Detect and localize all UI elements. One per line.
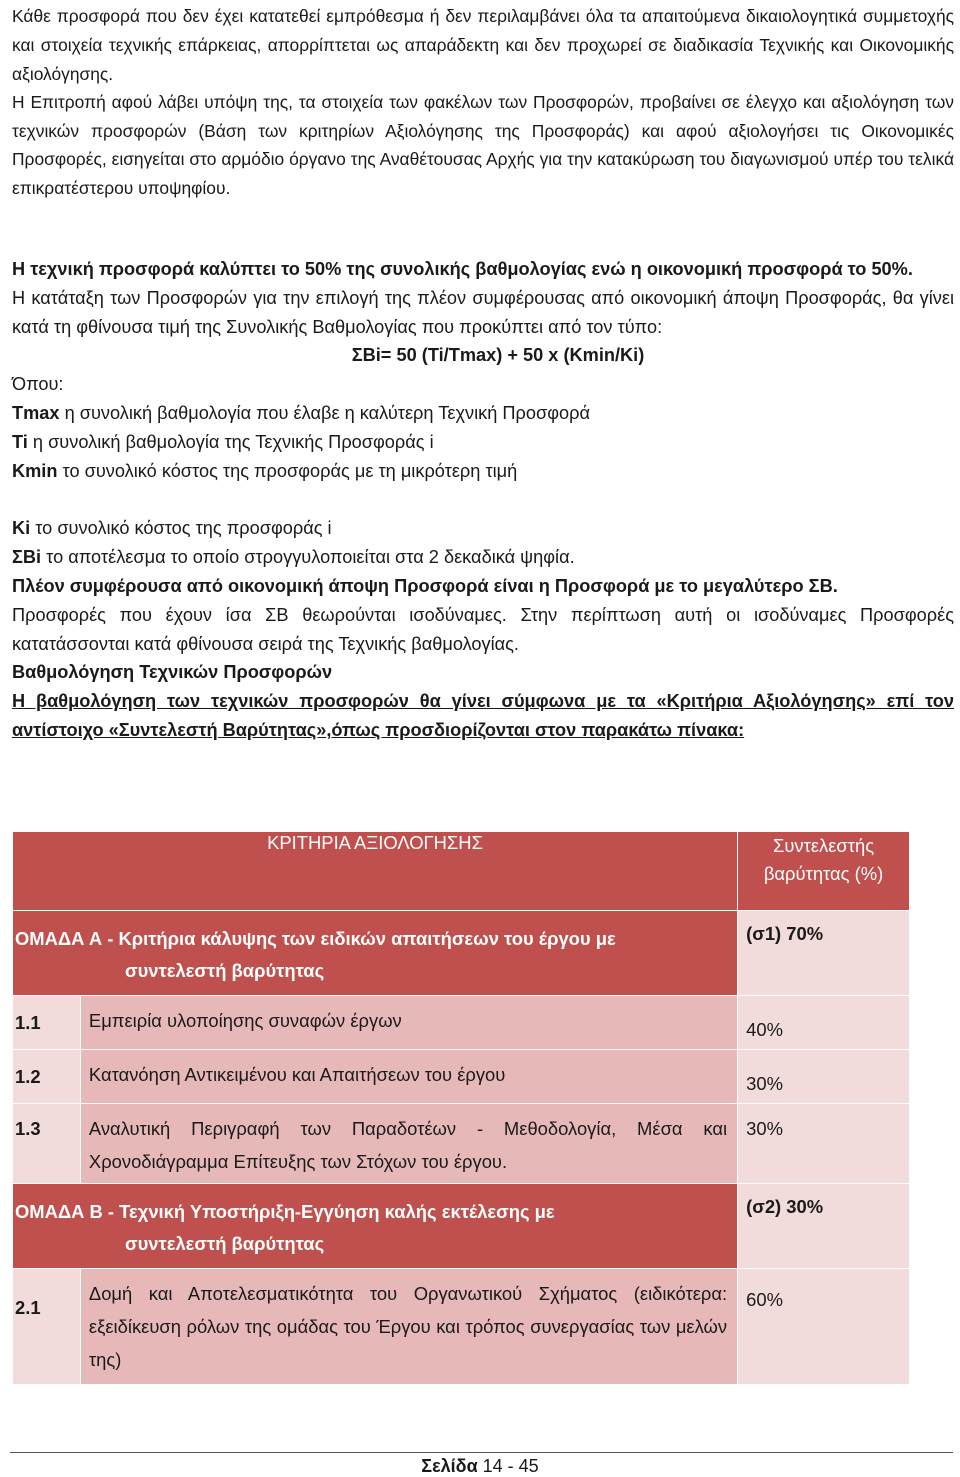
definition-tmax xyxy=(12,399,954,428)
criterion-number: 2.1 xyxy=(13,1269,81,1385)
definition-term: Tmax xyxy=(12,402,60,423)
definition-ki xyxy=(12,514,954,543)
header-weight-line1: Συντελεστής xyxy=(772,835,875,856)
criterion-percentage: 60% xyxy=(738,1269,910,1385)
footer-divider xyxy=(10,1452,953,1453)
best-offer-statement: Πλέον συμφέρουσα από οικονομική άποψη Προσφορά είναι η Προσφορά με το μεγαλύτερο ΣΒ. xyxy=(12,575,838,596)
table-row xyxy=(13,1104,910,1184)
criterion-number: 1.1 xyxy=(13,996,81,1050)
group-b-title xyxy=(13,1184,738,1269)
group-b-weight: (σ2) 30% xyxy=(738,1184,910,1269)
group-b-title-line1: ΟΜΑΔΑ Β - Τεχνική Υποστήριξη-Εγγύηση καλής εκτέλεσης με xyxy=(15,1201,555,1222)
table-row xyxy=(13,1050,910,1104)
group-a-title-line1: ΟΜΑΔΑ Α - Κριτήρια κάλυψης των ειδικών απαιτήσεων του έργου με xyxy=(15,928,616,949)
footer-page-label: Σελίδα xyxy=(421,1456,478,1476)
criterion-description: Κατανόηση Αντικειμένου και Απαιτήσεων του έργου xyxy=(80,1050,737,1104)
weighting-statement: Η τεχνική προσφορά καλύπτει το 50% της συνολικής βαθμολογίας ενώ η οικονομική προσφορά το 50%. xyxy=(12,259,913,279)
definition-text: το συνολικό κόστος της προσφοράς με τη μικρότερη τιμή xyxy=(57,460,518,481)
group-b-row xyxy=(13,1184,910,1269)
equal-offers-paragraph: Προσφορές που έχουν ίσα ΣΒ θεωρούνται ισοδύναμες. Στην περίπτωση αυτή οι ισοδύναμες Προσφορές κατατάσσονται κατά φθίνουσα σειρά της Τεχνικής βαθμολογίας. xyxy=(12,604,954,654)
criterion-number: 1.2 xyxy=(13,1050,81,1104)
criteria-table xyxy=(12,831,910,1385)
criterion-number: 1.3 xyxy=(13,1104,81,1184)
definition-term: Ti xyxy=(12,431,28,452)
definition-text: η συνολική βαθμολογία της Τεχνικής Προσφοράς i xyxy=(27,431,434,452)
tech-statement: Η βαθμολόγηση των τεχνικών προσφορών θα γίνει σύμφωνα με τα «Κριτήρια Αξιολόγησης» επί τον αντίστοιχο «Συντελεστή Βαρύτητας»,όπως προσδιορίζονται στον παρακάτω πίνακα: xyxy=(12,691,954,740)
page-footer xyxy=(0,1456,960,1477)
table-row xyxy=(13,996,910,1050)
definition-text: το συνολικό κόστος της προσφοράς i xyxy=(30,518,332,539)
definition-kmin xyxy=(12,457,954,486)
definition-ti xyxy=(12,428,954,457)
criterion-description: Αναλυτική Περιγραφή των Παραδοτέων - Μεθοδολογία, Μέσα και Χρονοδιάγραμμα Επίτευξης των Στόχων του έργου. xyxy=(80,1104,737,1184)
definition-term: Ki xyxy=(12,518,31,539)
header-weight xyxy=(738,832,910,911)
where-label: Όπου: xyxy=(12,374,64,395)
group-a-weight: (σ1) 70% xyxy=(738,911,910,996)
tech-heading: Βαθμολόγηση Τεχνικών Προσφορών xyxy=(12,662,333,683)
header-criteria: ΚΡΙΤΗΡΙΑ ΑΞΙΟΛΟΓΗΣΗΣ xyxy=(13,832,738,911)
table-row xyxy=(13,1269,910,1385)
group-a-title xyxy=(13,911,738,996)
criterion-percentage: 30% xyxy=(738,1050,910,1104)
ranking-paragraph: Η κατάταξη των Προσφορών για την επιλογή της πλέον συμφέρουσας από οικονομική άποψη Προσφοράς, θα γίνει κατά τη φθίνουσα τιμή της Συνολικής Βαθμολογίας που προκύπτει από τον τύπο: xyxy=(12,287,954,337)
header-weight-line2: βαρύτητας (%) xyxy=(763,863,884,884)
definition-sbi xyxy=(12,543,954,572)
footer-page-number: 14 - 45 xyxy=(482,1456,539,1476)
group-b-title-line2: συντελεστή βαρύτητας xyxy=(125,1233,325,1254)
definition-text: η συνολική βαθμολογία που έλαβε η καλύτερη Τεχνική Προσφορά xyxy=(59,402,590,423)
definition-term: Kmin xyxy=(12,460,58,481)
criterion-percentage: 30% xyxy=(738,1104,910,1184)
criterion-description: Εμπειρία υλοποίησης συναφών έργων xyxy=(80,996,737,1050)
criterion-percentage: 40% xyxy=(738,996,910,1050)
spacer xyxy=(12,485,954,514)
intro-paragraph-2: Η Επιτροπή αφού λάβει υπόψη της, τα στοιχεία των φακέλων των Προσφορών, προβαίνει σε έλεγχο και αξιολόγηση των τεχνικών προσφορών (Βάση των κριτηρίων Αξιολόγησης της Προσφοράς) και αφού αξιολογήσει τις Οικονομικές Προσφορές, εισηγείται στο αρμόδιο όργανο της Αναθέτουσας Αρχής για την κατακύρωση του διαγωνισμού υπέρ του τελικά επικρατέστερου υποψηφίου. xyxy=(12,92,954,198)
group-a-row xyxy=(13,911,910,996)
group-a-title-line2: συντελεστή βαρύτητας xyxy=(125,960,325,981)
definition-term: ΣΒi xyxy=(12,547,42,568)
table-header-row xyxy=(13,832,910,911)
definition-text: το αποτέλεσμα το οποίο στρογγυλοποιείται στα 2 δεκαδικά ψηφία. xyxy=(41,547,575,568)
criterion-description: Δομή και Αποτελεσματικότητα του Οργανωτικού Σχήματος (ειδικότερα: εξειδίκευση ρόλων της ομάδας του Έργου και τρόπος συνεργασίας των μελών της) xyxy=(80,1269,737,1385)
evaluation-section xyxy=(12,255,954,745)
intro-paragraph-1: Κάθε προσφορά που δεν έχει κατατεθεί εμπρόθεσμα ή δεν περιλαμβάνει όλα τα απαιτούμενα δικαιολογητικά συμμετοχής και στοιχεία τεχνικής επάρκειας, απορρίπτεται ως απαράδεκτη και δεν προχωρεί σε διαδικασία Τεχνικής και Οικονομικής αξιολόγησης. xyxy=(12,6,954,84)
scoring-formula: ΣΒi= 50 (Ti/Tmax) + 50 x (Kmin/Ki) xyxy=(351,345,645,366)
